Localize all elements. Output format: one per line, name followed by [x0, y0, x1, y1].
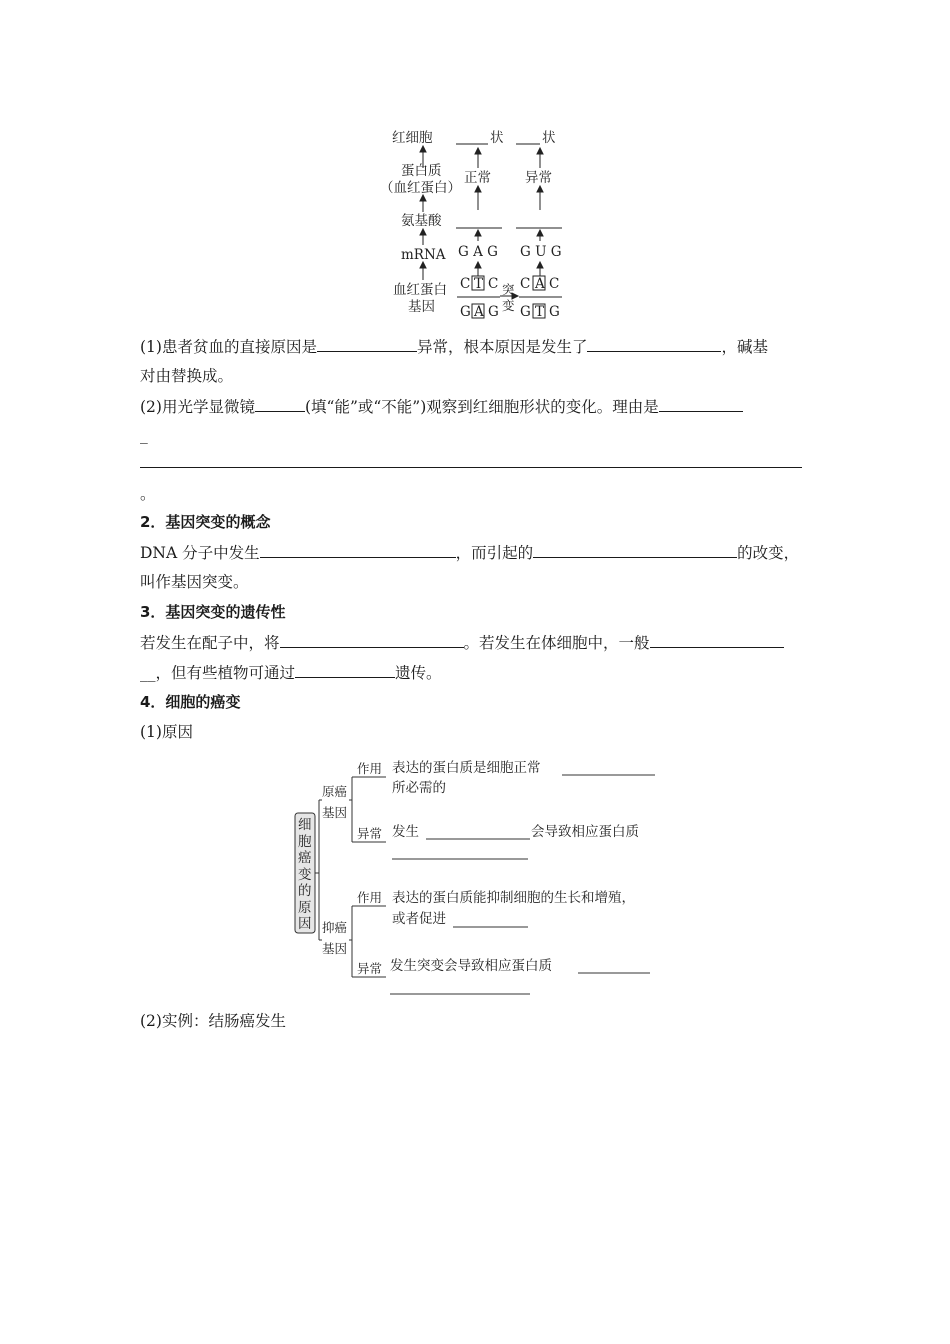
q2-middle: (填“能”或“不能”)观察到红细胞形状的变化。理由是 — [304, 398, 659, 416]
abnormal-mrna: G U G — [520, 244, 562, 260]
suppressor-abnormal-text: 发生突变会导致相应蛋白质 — [390, 958, 552, 974]
label-protein: 蛋白质 — [401, 163, 442, 179]
section-2-line-2: 叫作基因突变。 — [140, 573, 249, 591]
suppressor-role-text-1: 表达的蛋白质能抑制细胞的生长和增殖， — [392, 890, 635, 906]
suppressor-role-tag: 作用 — [357, 890, 383, 905]
q1-prefix: (1)患者贫血的直接原因是 — [140, 338, 317, 356]
proto-role-text-1: 表达的蛋白质是细胞正常 — [392, 760, 541, 776]
normal-dna-bottom-3: G — [488, 304, 499, 320]
section-4-title: 4．细胞的癌变 — [140, 693, 241, 711]
normal-dna-bottom-2: A — [474, 304, 484, 320]
label-amino-acid: 氨基酸 — [401, 213, 442, 229]
normal-dna-top-2: T — [474, 276, 484, 292]
abnormal-dna-top-3: C — [549, 276, 560, 292]
suppressor-abnormal-tag: 异常 — [357, 961, 383, 976]
abnormal-protein: 异常 — [525, 170, 552, 186]
q1-middle: 异常，根本原因是发生了 — [416, 338, 588, 356]
mutation-label-2: 变 — [502, 298, 515, 313]
normal-mrna: G A G — [458, 244, 498, 260]
normal-shape-suffix: 状 — [490, 130, 504, 146]
proto-role-tag: 作用 — [357, 761, 383, 776]
label-gene-2: 基因 — [408, 299, 435, 315]
abnormal-dna-top-1: C — [520, 276, 531, 292]
proto-role-text-2: 所必需的 — [392, 780, 446, 796]
abnormal-dna-bottom-3: G — [549, 304, 560, 320]
label-red-cell: 红细胞 — [392, 130, 433, 146]
q2-dash: _ — [140, 426, 148, 444]
abnormal-dna-bottom-1: G — [520, 304, 531, 320]
cancer-cause-root: 细 胞 癌 变 的 原 因 — [298, 817, 312, 932]
normal-dna-top-3: C — [488, 276, 499, 292]
s3-line2-prefix: __，但有些植物可通过 — [140, 664, 296, 682]
label-hemoglobin: （血红蛋白） — [380, 180, 461, 196]
proto-abnormal-tag: 异常 — [357, 826, 383, 841]
abnormal-shape-suffix: 状 — [542, 130, 556, 146]
q2-end: 。 — [140, 485, 156, 503]
mutation-label-1: 突 — [502, 282, 515, 297]
section-3-title: 3．基因突变的遗传性 — [140, 603, 286, 621]
proto-oncogene-name-2: 基因 — [322, 805, 348, 820]
suppressor-name-2: 基因 — [322, 941, 348, 956]
proto-oncogene-name-1: 原癌 — [322, 784, 348, 799]
q2-prefix: (2)用光学显微镜 — [140, 398, 255, 416]
q1-suffix: ，碱基 — [721, 338, 768, 356]
abnormal-dna-top-2: A — [535, 276, 545, 292]
s3-middle: 。若发生在体细胞中，一般 — [463, 634, 650, 652]
s2-suffix: 的改变， — [737, 544, 800, 562]
section-4-sub-2: (2)实例：结肠癌发生 — [140, 1012, 286, 1030]
section-4-sub-1: (1)原因 — [140, 723, 193, 741]
normal-protein: 正常 — [464, 170, 491, 186]
proto-abnormal-suffix: 会导致相应蛋白质 — [531, 824, 639, 840]
suppressor-role-text-2: 或者促进 — [392, 911, 446, 927]
section-2-title: 2．基因突变的概念 — [140, 513, 271, 531]
label-gene: 血红蛋白 — [393, 282, 447, 298]
s2-middle: ，而引起的 — [455, 544, 534, 562]
suppressor-name-1: 抑癌 — [322, 920, 348, 935]
proto-abnormal-prefix: 发生 — [392, 824, 419, 840]
s3-prefix: 若发生在配子中，将 — [140, 634, 280, 652]
normal-dna-bottom-1: G — [460, 304, 471, 320]
question-1-line-2: 对由替换成。 — [140, 367, 234, 385]
normal-dna-top-1: C — [460, 276, 471, 292]
abnormal-dna-bottom-2: T — [535, 304, 545, 320]
s3-line2-suffix: 遗传。 — [395, 664, 442, 682]
label-mrna: mRNA — [401, 247, 446, 263]
s2-prefix: DNA 分子中发生 — [140, 544, 260, 562]
